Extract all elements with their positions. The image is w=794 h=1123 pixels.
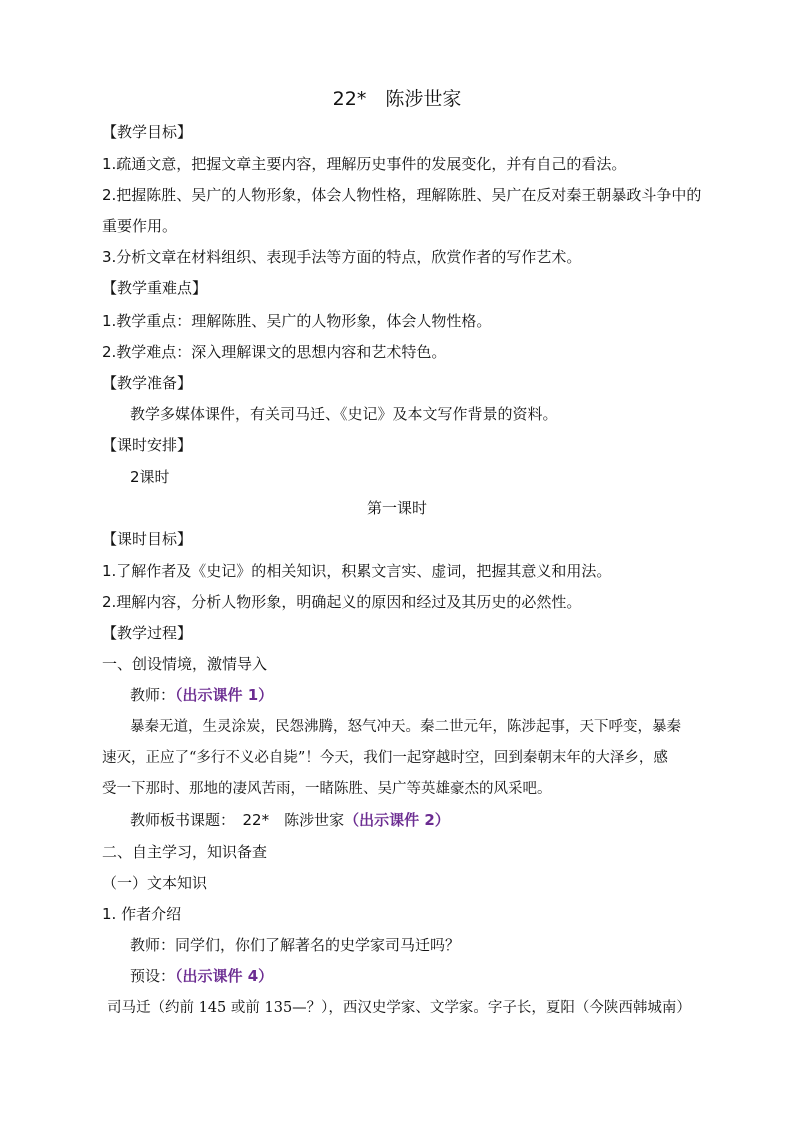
- key-point-2: 2.教学难点：深入理解课文的思想内容和艺术特色。: [102, 343, 447, 361]
- objectives-header: 【教学目标】: [102, 123, 193, 141]
- process-header: 【教学过程】: [102, 624, 193, 642]
- key-points-header: 【教学重难点】: [102, 279, 208, 297]
- board-title: 教师板书课题： 22* 陈涉世家: [130, 811, 345, 829]
- step-1-heading: 一、创设情境，激情导入: [102, 655, 268, 673]
- lesson-objectives-header: 【课时目标】: [102, 530, 193, 548]
- teacher-label: 教师：: [130, 686, 176, 704]
- intro-line-2: 速灭，正应了“多行不义必自毙”！今天，我们一起穿越时空，回到秦朝末年的大泽乡，感: [102, 750, 668, 766]
- lesson-objective-2: 2.理解内容，分析人物形象，明确起义的原因和经过及其历史的必然性。: [102, 593, 582, 611]
- intro-line-3: 受一下那时、那地的凄风苦雨，一睹陈胜、吴广等英雄豪杰的风采吧。: [102, 781, 552, 797]
- page-title: 22* 陈涉世家: [332, 88, 462, 110]
- objective-3: 3.分析文章在材料组织、表现手法等方面的特点，欣赏作者的写作艺术。: [102, 248, 582, 266]
- teacher-question: 教师：同学们，你们了解著名的史学家司马迁吗？: [130, 936, 461, 954]
- schedule-text: 2课时: [130, 468, 170, 486]
- lesson-objective-1: 1.了解作者及《史记》的相关知识，积累文言实、虚词，把握其意义和用法。: [102, 562, 612, 580]
- courseware-1-note: （出示课件 1）: [175, 686, 274, 704]
- objective-1: 1.疏通文意，把握文章主要内容，理解历史事件的发展变化，并有自己的看法。: [102, 155, 627, 173]
- preset-label: 预设：: [130, 967, 176, 985]
- step-2-heading: 二、自主学习，知识备查: [102, 843, 268, 861]
- subsection-text-knowledge: （一）文本知识: [102, 874, 208, 892]
- objective-2: 2.把握陈胜、吴广的人物形象，体会人物性格，理解陈胜、吴广在反对秦王朝暴政斗争中的: [102, 186, 702, 204]
- teacher-line: [130, 684, 273, 706]
- prep-header: 【教学准备】: [102, 374, 193, 392]
- board-line: [130, 809, 450, 831]
- intro-line-1: 暴秦无道，生灵涂炭，民怨沸腾，怒气冲天。秦二世元年，陈涉起事，天下呼变，暴秦: [130, 719, 681, 735]
- preset-line: [130, 965, 273, 987]
- courseware-2-note: （出示课件 2）: [344, 811, 450, 829]
- author-intro-heading: 1. 作者介绍: [102, 905, 182, 923]
- lesson-title: 第一课时: [366, 499, 427, 517]
- prep-text: 教学多媒体课件，有关司马迁、《史记》及本文写作背景的资料。: [130, 405, 558, 423]
- key-point-1: 1.教学重点：理解陈胜、吴广的人物形象，体会人物性格。: [102, 312, 492, 330]
- objective-2-cont: 重要作用。: [102, 217, 178, 235]
- schedule-header: 【课时安排】: [102, 436, 193, 454]
- courseware-4-note: （出示课件 4）: [175, 967, 274, 985]
- sima-qian-line: 司马迁（约前 145 或前 135—？），西汉史学家、文学家。字子长，夏阳（今陕西韩城南）: [107, 1000, 691, 1016]
